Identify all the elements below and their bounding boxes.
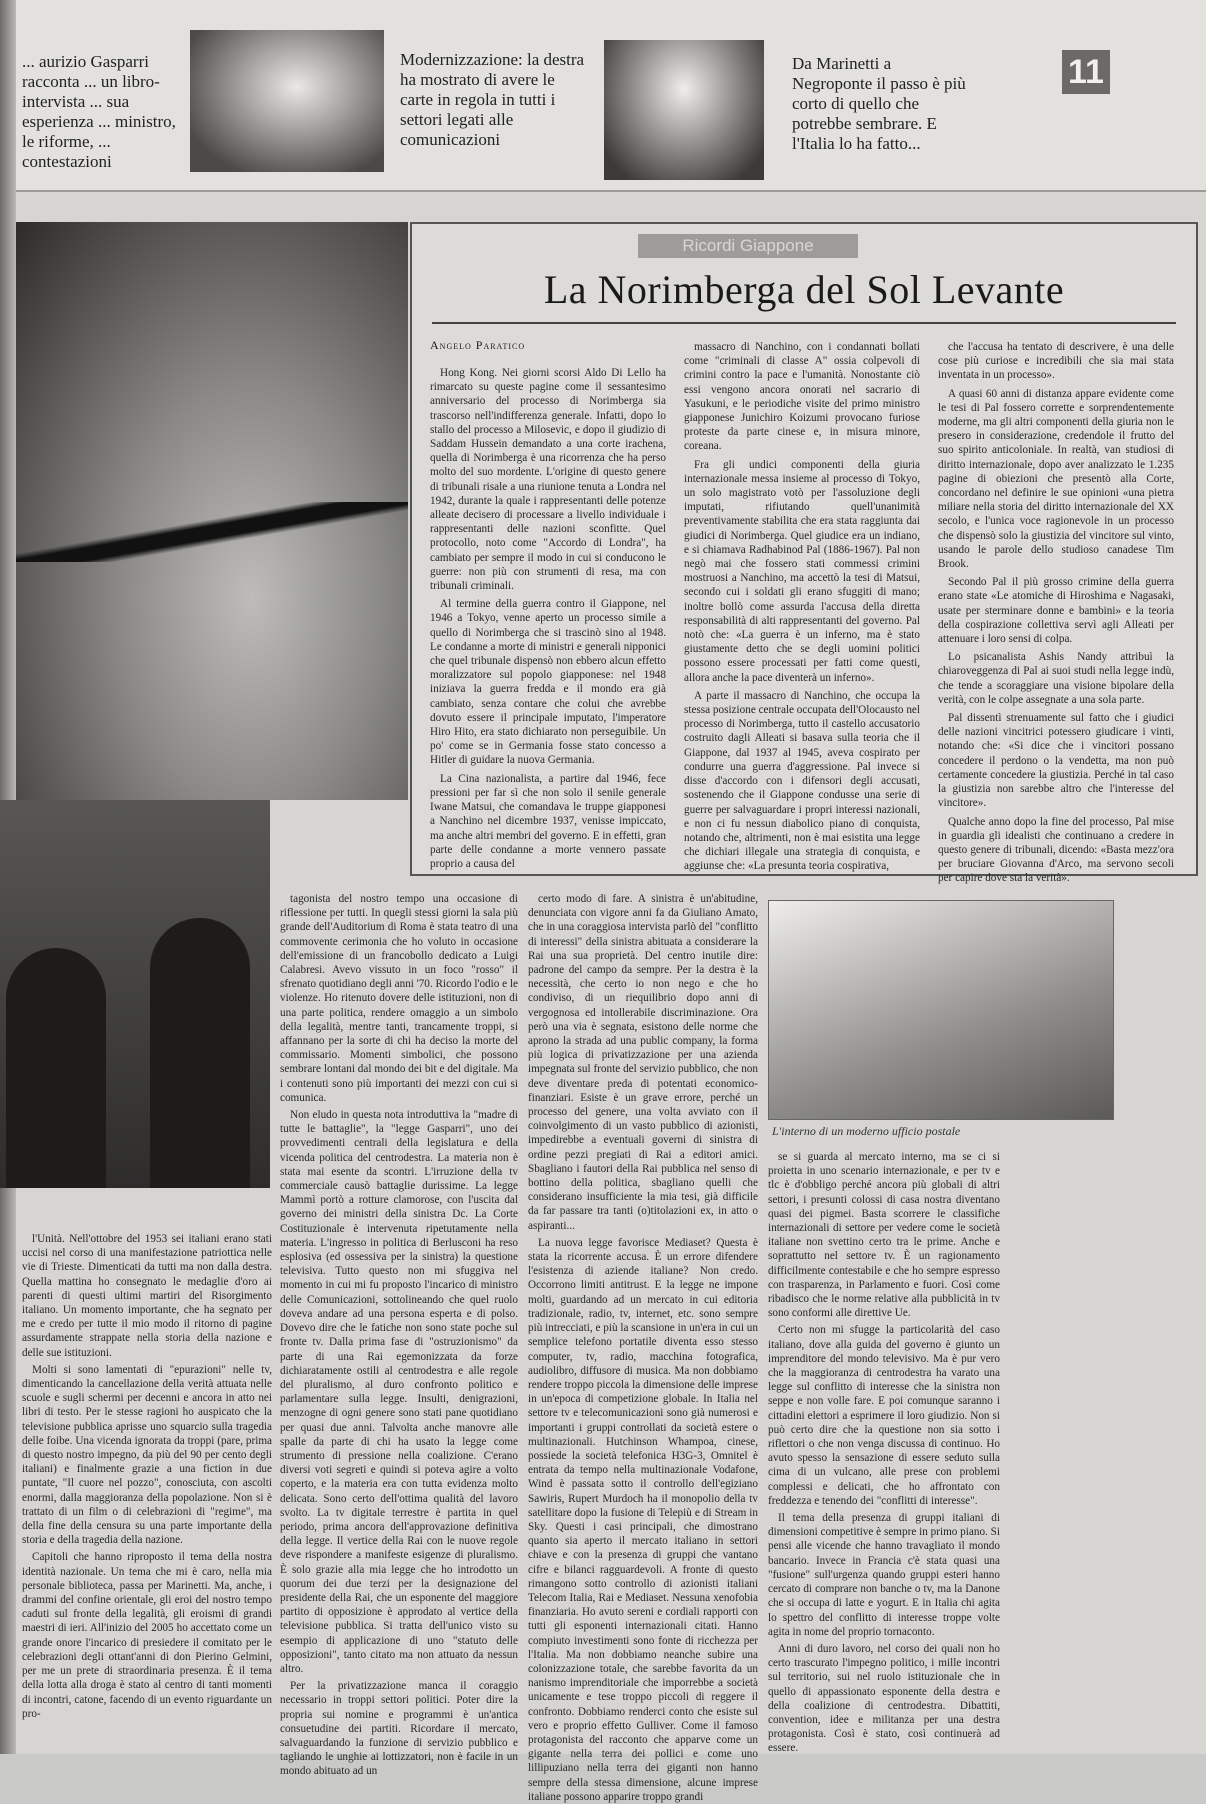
paragraph: Pal dissentì strenuamente sul fatto che i giudici delle nazioni vincitrici potessero giudicare i vinti, notando che: «Si dice che i vincitori possano concedere il perdono o la vendetta, ma non può certamente concedere la giustizia. Perché in tal caso la giustizia non sarebbe altro che l'interesse del vincitore». — [938, 712, 1174, 810]
lower-column-c — [768, 1150, 1000, 1755]
paragraph: Al termine della guerra contro il Giappone, nel 1946 a Tokyo, venne aperto un processo simile a quello di Norimberga che si trascinò sino al 1948. Le condanne a morte di ministri e generali nipponici che quel tribunale dispensò non ebbero alcun effetto moralizzatore sul popolo giapponese: nel 1948 iniziava la guerra fredda e il mondo era già cambiato, senza contare che colui che avrebbe dovuto essere il principale imputato, l'imperatore Hiro Hito, era stato dichiarato non perseguibile. Un po' come se in Germania fosse stato concesso a Hitler di guidare la nuova Germania. — [430, 598, 666, 767]
paragraph: certo modo di fare. A sinistra è un'abitudine, denunciata con vigore anni fa da Giuliano Amato, che in una coraggiosa intervista parlò del "conflitto di interessi" della sinistra abituata a considerare la Rai una sua proprietà. Del centro inutile dire: padrone del campo da sempre. Per la destra è la necessità, che certo io non nego e che ho condiviso, di un riequilibrio dopo anni di vergognosa ed intollerabile discriminazione. Ora però una via è segnata, esistono delle norme che aprono la strada ad una public company, la forma più logica di privatizzazione per una azienda impegnata sul fronte del servizio pubblico, che non deve diventare preda di potentati economico-finanziari. Esiste è un grave errore, perché un processo del genere, una volta avviato con il coinvolgimento di un vasto pubblico di azionisti, impedirebbe a eventuali governi di sinistra di ordine pezzi pregiati di Rai a editori amici. Sbagliano i fautori della Rai pubblica nel senso di bottino della politica, sbagliano quelli che considerano insufficiente la mia tesi, già difficile da far passare tra tanti (o)titolazioni ex, in atto o aspiranti... — [528, 893, 758, 1232]
lower-column-b — [528, 892, 758, 1803]
article-kicker: Ricordi Giappone — [638, 234, 858, 258]
figure-shape — [150, 918, 250, 1188]
header-strip — [16, 0, 1206, 192]
paragraph: massacro di Nanchino, con i condannati bollati come "criminali di classe A" ossia colpevoli di crimini contro la pace e l'umanità. Nonostante ciò essi vengono ancora onorati nel sacrario di Yasukuni, e le periodiche visite del primo ministro giapponese Junichiro Koizumi provocano furiose proteste da parte cinese e, in misura minore, coreana. — [684, 341, 920, 453]
paragraph: tagonista del nostro tempo una occasione di riflessione per tutti. In quegli stessi giorni la sala più grande dell'Auditorium di Roma è stata teatro di una commovente cerimonia che ho voluto in occasione dell'emissione di un francobollo dedicato a Luigi Calabresi. Avevo vissuto in un foco "rosso" il sfrenato quotidiano degli anni '70. Ricordo l'odio e le violenze. Ho ritenuto dovere delle istituzioni, non di una parte politica, rendere omaggio a un simbolo della legalità, mentre tanti, trancamente troppi, si affannano per la sorte di chi ha deciso la morte del commissario. Momenti simbolici, che possono sembrare lontani dal mondo dei bit e del digitale. Ma i contenuti sono più importanti dei mezzi con cui si comunica. — [280, 893, 518, 1104]
article-column-1 — [430, 366, 666, 870]
paragraph: Hong Kong. Nei giorni scorsi Aldo Di Lello ha rimarcato su queste pagine come il sessantesimo anniversario del processo di Norimberga sia trascorso nell'indifferenza generale. Infatti, dopo lo stallo del processo a Milosevic, e dopo il giudizio di Saddam Hussein demandato a una corte irachena, quella di Norimberga è una ricorrenza che ha perso molto del suo mordente. L'origine di questo genere di tribunali risale a una riunione tenuta a Londra nel 1942, durante la quale i rappresentanti delle potenze alleate decisero di processare a livello individuale i rappresentanti delle nazioni sconfitte. Quel protocollo, noto come "Accordo di Londra", ha cambiato per sempre il modo in cui si conducono le guerre: non più con strumenti di resa, ma con tribunali criminali. — [430, 367, 666, 593]
paragraph: l'Unità. Nell'ottobre del 1953 sei italiani erano stati uccisi nel corso di una manifestazione patriottica nelle vie di Trieste. Dimenticati da tutti ma non dalla destra. Quella mattina ho consegnato le medaglie d'oro ai parenti di questi ultimi martiri del Risorgimento italiano. Un momento importante, che ha segnato per me e credo per tutte il mio modo il ritorno di pagine assurdamente strappate nella storia della nazione e delle sue istituzioni. — [22, 1233, 272, 1359]
photo-caption: L'interno di un moderno ufficio postale — [772, 1124, 961, 1138]
paragraph: che l'accusa ha tentato di descrivere, è una delle cose più curiose e incredibili che sia mai stata inventata in un processo». — [938, 341, 1174, 382]
rope-detail — [16, 502, 408, 562]
headline-rule — [432, 322, 1176, 324]
teaser-left: ... aurizio Gasparri racconta ... un libro-intervista ... sua esperienza ... ministro, le riforme, ... contestazioni — [22, 52, 176, 171]
paragraph: Secondo Pal il più grosso crimine della guerra erano state «Le atomiche di Hiroshima e Nagasaki, usate per sterminare donne e bambini» e la teoria della cospirazione collettiva servì agli Alleati per attenuare i loro sensi di colpa. — [938, 576, 1174, 646]
paragraph: A quasi 60 anni di distanza appare evidente come le tesi di Pal fossero corrette e sorprendentemente moderne, ma gli altri componenti della giuria non le presero in considerazione, credendole il frutto del suo spirito anticoloniale. In realtà, van studiosi di diritto internazionale, dopo aver analizzato le 1.235 pagine di obiezioni che presentò alla Corte, concordano nel definire le sue opinioni «una pietra miliare nella storia del diritto internazionale del XX secolo, e l'unica voce ragionevole in un processo che dispensò solo la giustizia del vincitore sul vinto, usando le parole dello studioso canadese Tim Brook. — [938, 387, 1174, 571]
paragraph: se si guarda al mercato interno, ma se ci si proietta in uno scenario internazionale, e per tv e tlc è d'obbligo perché ancora più globali di altri settori, i presunti colossi di casa nostra diventano quasi dei pigmei. Basta scorrere le classifiche internazionali di settore per vedere come le società italiane non svettino certo tra le prime. Anche e soprattutto nel settore tv. È un ragionamento difficilmente contestabile e che ho sempre espresso con trasparenza, in Parlamento e fuori. Così come ribadisco che le norme relative alla pubblicità in tv sono conformi alle direttive Ue. — [768, 1151, 1000, 1320]
paragraph: Lo psicanalista Ashis Nandy attribuì la chiaroveggenza di Pal ai suoi studi nella legge indù, che tende a scoraggiare una visione bipolare della verità, con le colpe assegnate a una sola parte. — [938, 651, 1174, 706]
paragraph: La nuova legge favorisce Mediaset? Questa è stata la ricorrente accusa. È un errore difendere l'esistenza di aziende italiane? Non credo. Occorrono limiti antitrust. E la legge ne impone molti, guardando ad un mercato in cui editoria tradizionale, radio, tv, internet, etc. sono sempre più intrecciati, e più la scansione in un'era in cui un semplice telefono portatile diventa esso stesso computer, tv, radio, macchina fotografica, audiolibro, diffusore di musica. Ma non dobbiamo rendere troppo piccola la dimensione delle imprese in un'epoca di competizione globale. In Italia nel settore tv e telecomunicazioni sono già numerosi e importanti i gruppi controllati da società estere o multinazionali. Hutchinson Whampoa, cinese, possiede la società telefonica H3G-3, Omnitel è entrata da tempo nella multinazionale Vodafone, Wind è passata sotto il controllo dell'egiziano Sawiris, Rupert Murdoch ha il monopolio della tv satellitare dopo la fusione di Telepiù e di Stream in Sky. Questi i casi principali, che dimostrano quanto sia aperto il mercato italiano in settori chiave e con la presenza di gruppi che vantano cifre e bilanci ragguardevoli. A fronte di questo rimangono sotto controllo di azionisti italiani Telecom Italia, Rai e Mediaset. Nessuna xenofobia finanziaria. Ho avuto sereni e cordiali rapporti con tutti gli esponenti internazionali citati. Hanno compiuto investimenti sono fonte di ricchezza per l'Italia. Ma non dobbiamo neanche subire una colonizzazione totale, che sarebbe favorita da un nanismo imprenditoriale che imporrebbe a società unicamente e tese troppo piccoli di reggere il confronto. Dobbiamo renderci conto che esiste sul vero e proprio effetto Gulliver. Come il famoso protagonista del racconto che apparve come un gigante nella terra dei pollici e come uno lillipuziano nella terra dei giganti non hanno sempre della stessa dimensione, alcune imprese italiane possono apparire troppo grandi — [528, 1236, 758, 1803]
paragraph: Qualche anno dopo la fine del processo, Pal mise in guardia gli idealisti che continuano a credere in questo genere di tribunali, dicendo: «Basta mezz'ora per bruciare Giovanna d'Arco, ma servono secoli per capire dove sta la verità». — [938, 815, 1174, 885]
teaser-photo-antenna — [190, 30, 384, 172]
lower-column-left — [22, 1232, 272, 1738]
paragraph: La Cina nazionalista, a partire dal 1946, fece pressioni per far sì che non solo il senile generale Iwane Matsui, che comandava le truppe giapponesi a Nanchino nel dicembre 1937, venisse impiccato, ma anche altri membri del governo. E in effetti, gran parte delle condanne a morte vennero passate proprio a causa del — [430, 772, 666, 870]
article-headline: La Norimberga del Sol Levante — [543, 267, 1065, 312]
paragraph: Capitoli che hanno riproposto il tema della nostra identità nazionale. Un tema che mi è caro, nella mia personale biblioteca, passa per Marinetti. Ma, anche, i drammi del confine orientale, gli eroi del nostro tempo caduti sul fronte della legalità, gli eroismi di grandi maestri di ieri. All'inizio del 2005 ho accettato come un grande onore l'incarico di presiedere il comitato per le celebrazioni degli ottant'anni di don Pierino Gelmini, per me un prete di straordinaria presenza. È il tema della lotta alla droga è stato al centro di tanti momenti di incontri, catone, facendo di un evento riguardante un pro- — [22, 1551, 272, 1720]
paragraph: Anni di duro lavoro, nel corso dei quali non ho certo trascurato l'impegno politico, i mille incontri sul territorio, sui nel ruolo istituzionale che in quello di appassionato esponente della destra e della coalizione di centrodestra. Dibattiti, convention, idee e militanza per una destra protagonista. Così è stato, così continuerà ad essere. — [768, 1642, 1000, 1755]
paragraph: Non eludo in questa nota introduttiva la "madre di tutte le battaglie", la "legge Gasparri", uno dei provvedimenti centrali della legislatura e della vicenda politica del centrodestra. La materia non è stata mai esente da scontri. L'irruzione della tv commerciale causò battaglie durissime. La legge Mammì portò a rotture clamorose, con l'uscita dal governo dei ministri della sinistra Dc. La Corte Costituzionale è intervenuta ripetutamente nella materia. L'ingresso in politica di Berlusconi ha reso esplosiva (ed ossessiva per la sinistra) la questione televisiva. Tutto questo non mi sfuggiva nel momento in cui mi fu proposto l'incarico di ministro delle Comunicazioni, sottolineando che quel ruolo doveva andare ad una persona esperta e di polso. Dovevo dire che le fatiche non sono state poche sul fronte tv. Dalla prima fase di "ostruzionismo" da parte di una Rai egemonizzata da forze dichiaratamente ostili al centrodestra e alle regole del pluralismo, al duro confronto politico e parlamentare sulla legge. Insulti, denigrazioni, menzogne di ogni genere sono stati pane quotidiano per quasi due anni. Talvolta anche manovre alle spalle da parte di chi ha usato la legge come strumento di pressione nella coalizione. C'erano diversi voti segreti e quindi si poteva agire a volto coperto, e la materia era con tutta evidenza molto delicata. Sono certo dell'ottima qualità del lavoro svolto. La tv digitale terrestre è partita in quel periodo, prima ancora dell'approvazione definitiva della legge. Il vertice della Rai con le nuove regole deve rispondere a manifeste esigenze di pluralismo. È solo grazie alla mia legge che ho introdotto un quorum dei due terzi per la designazione del presidente della Rai, che un esponente del maggiore partito di opposizione è approdato al vertice della televisione pubblica. Si tratta dell'unico visto su esempio di applicazione di uno "statuto delle opposizioni", tanto citato ma non attuato da nessun altro. — [280, 1109, 518, 1675]
teaser-middle: Modernizzazione: la destra ha mostrato di avere le carte in regola in tutti i settori legati alle comunicazioni — [400, 50, 585, 149]
post-office-photo — [768, 900, 1114, 1120]
paragraph: Il tema della presenza di gruppi italiani di dimensioni competitive è sempre in primo piano. Si pensi alle vicende che hanno travagliato il mondo bancario. Invece in Francia c'è stata quasi una "fusione" sull'urgenza quando gruppi esteri hanno cercato di comprare non banche o tv, ma la Danone che si occupa di latte e yogurt. E in Italia chi agita lo spettro del conflitto di interesse troppe volte agita in nome del proprio tornaconto. — [768, 1512, 1000, 1638]
paragraph: A parte il massacro di Nanchino, che occupa la stessa posizione centrale occupata dell'Olocausto nel processo di Norimberga, tutto il castello accusatorio costruito dagli Alleati si basava sulla teoria che il Giappone, dal 1937 al 1945, aveva cospirato per condurre una guerra d'aggressione. Pal invece si disse d'accordo con i difensori degli accusati, sostenendo che il Giappone condusse una serie di guerre per salvaguardare i propri interessi nazionali, e non ci fu nessun diabolico piano di conquista, notando che, altrimenti, non è mai esistita una legge che dichiari illegale una strategia di conquista, e aggiunse che: «La presunta teoria cospirativa, — [684, 689, 920, 873]
teaser-right: Da Marinetti a Negroponte il passo è più corto di quello che potrebbe sembrare. E l'Italia lo ha fatto... — [792, 54, 966, 153]
paragraph: Fra gli undici componenti della giuria internazionale messa insieme al processo di Tokyo, un solo magistrato votò per l'assoluzione degli imputati, rifiutando quell'unanimità preventivamente stabilita che era stata raggiunta dai giudici di Norimberga. Quel giudice era un indiano, e si chiamava Radhabinod Pal (1886-1967). Pal non negò mai che fossero stati commessi crimini mostruosi a Nanchino, ma accettò la tesi di Matsui, secondo cui i soldati gli erano sfuggiti di mano; inoltre bollò come assurda l'accusa della diretta responsabilità di alti rappresentanti del governo. Pal notò che: «La guerra è un inferno, ma è stato giustamente detto che se degli uomini politici possono essere processati per fatti come questi, allora anche la pace diventerà un inferno». — [684, 458, 920, 684]
paragraph: Molti si sono lamentati di "epurazioni" nelle tv, dimenticando la cancellazione della verità attuata nelle scuole e sugli schermi per decenni e ancora in atto nei libri di testo. Per le stesse ragioni ho auspicato che la televisione pubblica aprisse uno squarcio sulla tragedia delle foibe. Una vicenda ignorata da troppi (pare, prima di questo nostro impegno, da più del 90 per cento degli italiani) e finalmente grazie a una fiction in due puntate, "Il cuore nel pozzo", conosciuta, con ascolti enormi, dalla maggioranza della popolazione. Non si è trattato di un film o di celebrazioni di "regime", ma della fine della censura su una parte importante della storia e della tragedia della nazione. — [22, 1363, 272, 1547]
figure-shape — [6, 948, 106, 1188]
paragraph: Certo non mi sfugge la particolarità del caso italiano, dove alla guida del governo è giunto un imprenditore del mondo televisivo. Ma è pur vero che la maggioranza di centrodestra ha varato una legge sul conflitto di interesse che la sinistra non seppe e non volle fare. E poi comunque saranno i cittadini elettori a esprimere il loro giudizio. Non si può certo dire che la questione non sia sotto i riflettori o che non venga discussa di continuo. Ho avuto spesso la sensazione di essere seduto sulla cima di un vulcano, alle prese con problemi complessi e delicati, che ho affrontato con freddezza e tenendo dei "conflitti di interesse". — [768, 1324, 1000, 1507]
article-byline: Angelo Paratico — [430, 338, 526, 352]
article-column-3 — [938, 340, 1174, 885]
paragraph: Per la privatizzazione manca il coraggio necessario in troppi settori politici. Poter dire la propria sui nomine e programmi è un'antica consuetudine dei partiti. Ricordare il mercato, salvaguardando la funzione di servizio pubblico e tagliando le unghie ai lottizzatori, non è facile in un mondo abituato ad un — [280, 1680, 518, 1778]
soldiers-photo — [0, 800, 270, 1188]
page-number: 11 — [1062, 50, 1110, 94]
main-photo — [16, 222, 408, 800]
lower-column-a — [280, 892, 518, 1778]
teaser-photo-reader — [604, 40, 764, 180]
article-box — [410, 222, 1198, 885]
article-column-2 — [684, 340, 920, 873]
